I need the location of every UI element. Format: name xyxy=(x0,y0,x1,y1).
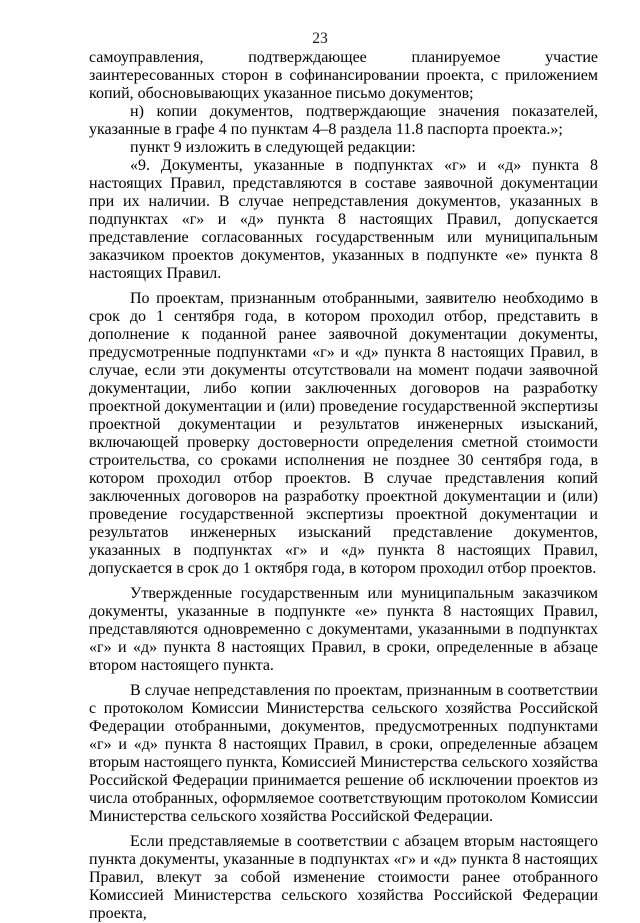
paragraph-selected-projects: По проектам, признанным отобранными, заявителю необходимо в срок до 1 сентября года, в котором проходил отбор, представить в дополнение к поданной ранее заявочной документации документы, предусмотренные подпунктами «г» и «д» пункта 8 настоящих Правил, в случае, если эти документы отсутствовали на момент подачи заявочной документации, либо копии заключенных договоров на разработку проектной документации и (или) проведение государственной экспертизы проектной документации и результатов инженерных изысканий, включающей проверку достоверности определения сметной стоимости строительства, со сроками исполнения не позднее 30 сентября года, в котором проходил отбор проектов. В случае представления копий заключенных договоров на разработку проектной документации и (или) проведение государственной экспертизы проектной документации и результатов инженерных изысканий представление документов, указанных в подпунктах «г» и «д» пункта 8 настоящих Правил, допускается в срок до 1 октября года, в котором проходил отбор проектов. xyxy=(89,290,598,577)
paragraph-non-submission: В случае непредставления по проектам, признанным в соответствии с протоколом Комиссии Министерства сельского хозяйства Российской Федерации отобранными, документов, предусмотренных подпунктами «г» и «д» пункта 8 настоящих Правил, в сроки, определенные абзацем вторым настоящего пункта, Комиссией Министерства сельского хозяйства Российской Федерации принимается решение об исключении проектов из числа отобранных, оформляемое соответствующим протоколом Комиссии Министерства сельского хозяйства Российской Федерации. xyxy=(89,682,598,825)
document-body xyxy=(89,49,598,923)
page-number: 23 xyxy=(312,30,328,47)
paragraph-point-9: «9. Документы, указанные в подпунктах «г» и «д» пункта 8 настоящих Правил, представляются в составе заявочной документации при их наличии. В случае непредставления документов, указанных в подпунктах «г» и «д» пункта 8 настоящих Правил, допускается представление согласованных государственным или муниципальным заказчиком проектов документов, указанных в подпункте «е» пункта 8 настоящих Правил. xyxy=(89,157,598,282)
paragraph-instruction: пункт 9 изложить в следующей редакции: xyxy=(130,139,416,156)
paragraph-continuation: самоуправления, подтверждающее планируемое участие заинтересованных сторон в софинансировании проекта, с приложением копий, обосновывающих указанное письмо документов; xyxy=(89,49,598,102)
paragraph-cost-change: Если представляемые в соответствии с абзацем вторым настоящего пункта документы, указанные в подпунктах «г» и «д» пункта 8 настоящих Правил, влекут за собой изменение стоимости ранее отобранного Комиссией Министерства сельского хозяйства Российской Федерации проекта, xyxy=(89,833,598,922)
paragraph-approved-documents: Утвержденные государственным или муниципальным заказчиком документы, указанные в подпункте «е» пункта 8 настоящих Правил, представляются одновременно с документами, указанными в подпунктах «г» и «д» пункта 8 настоящих Правил, в сроки, определенные в абзаце втором настоящего пункта. xyxy=(89,585,598,674)
paragraph-item-n: н) копии документов, подтверждающие значения показателей, указанные в графе 4 по пунктам 4–8 раздела 11.8 паспорта проекта.»; xyxy=(89,103,598,138)
